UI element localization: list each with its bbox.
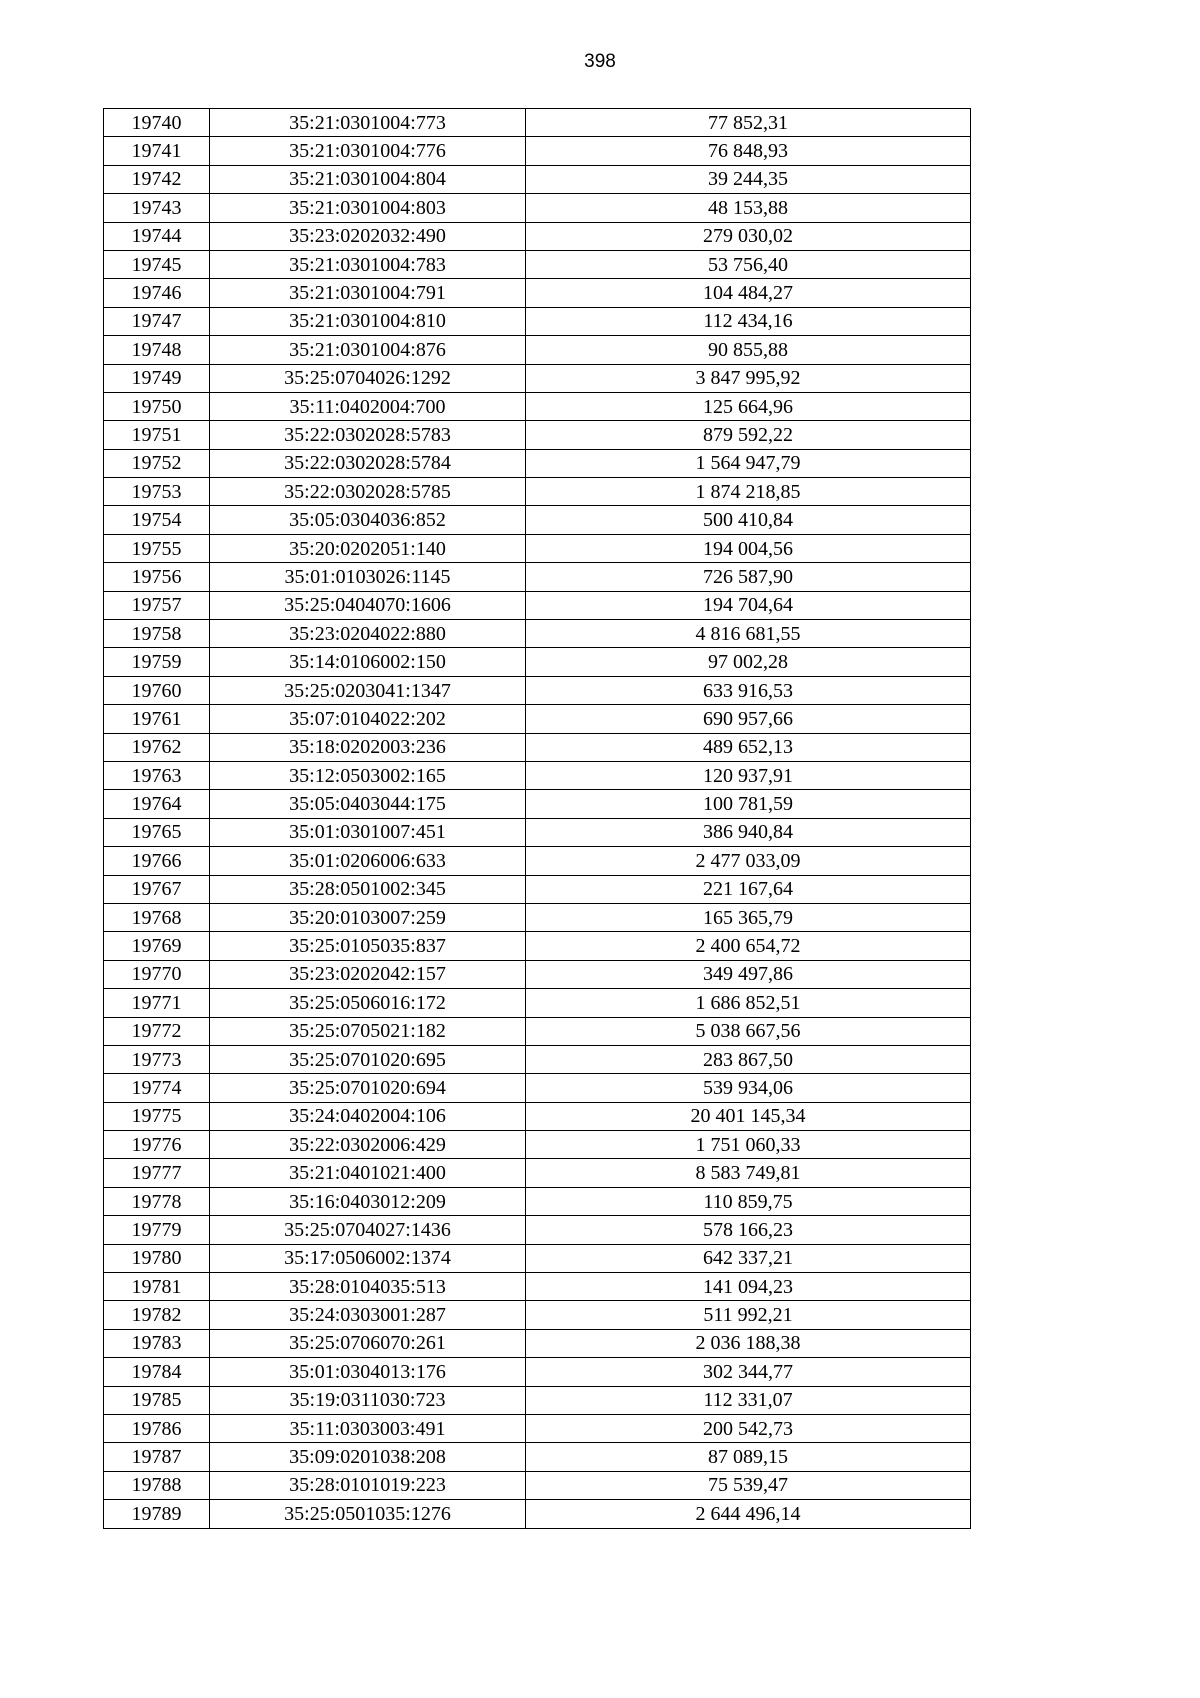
row-number-cell: 19761: [104, 705, 210, 733]
row-number-cell: 19750: [104, 392, 210, 420]
row-number-cell: 19785: [104, 1386, 210, 1414]
table-row: [104, 1187, 971, 1215]
cadastral-number-cell: 35:23:0202042:157: [210, 960, 526, 988]
cadastral-number-cell: 35:25:0705021:182: [210, 1017, 526, 1045]
table-row: [104, 761, 971, 789]
table-row: [104, 705, 971, 733]
table-row: [104, 534, 971, 562]
table-row: [104, 875, 971, 903]
cadastral-number-cell: 35:21:0301004:876: [210, 336, 526, 364]
value-cell: 194 004,56: [526, 534, 971, 562]
row-number-cell: 19743: [104, 194, 210, 222]
value-cell: 90 855,88: [526, 336, 971, 364]
row-number-cell: 19771: [104, 989, 210, 1017]
row-number-cell: 19779: [104, 1216, 210, 1244]
cadastral-number-cell: 35:11:0303003:491: [210, 1414, 526, 1442]
row-number-cell: 19747: [104, 307, 210, 335]
row-number-cell: 19758: [104, 620, 210, 648]
value-cell: 104 484,27: [526, 279, 971, 307]
cadastral-number-cell: 35:25:0203041:1347: [210, 676, 526, 704]
row-number-cell: 19768: [104, 903, 210, 931]
table-row: [104, 1329, 971, 1357]
value-cell: 112 434,16: [526, 307, 971, 335]
cadastral-number-cell: 35:12:0503002:165: [210, 761, 526, 789]
cadastral-number-cell: 35:01:0206006:633: [210, 847, 526, 875]
row-number-cell: 19777: [104, 1159, 210, 1187]
table-row: [104, 222, 971, 250]
table-row: [104, 250, 971, 278]
row-number-cell: 19766: [104, 847, 210, 875]
row-number-cell: 19763: [104, 761, 210, 789]
cadastral-number-cell: 35:20:0202051:140: [210, 534, 526, 562]
cadastral-number-cell: 35:21:0301004:810: [210, 307, 526, 335]
cadastral-number-cell: 35:01:0103026:1145: [210, 563, 526, 591]
cadastral-number-cell: 35:07:0104022:202: [210, 705, 526, 733]
cadastral-number-cell: 35:09:0201038:208: [210, 1443, 526, 1471]
value-cell: 578 166,23: [526, 1216, 971, 1244]
table-row: [104, 1017, 971, 1045]
table-row: [104, 1131, 971, 1159]
table-row: [104, 1273, 971, 1301]
value-cell: 112 331,07: [526, 1386, 971, 1414]
row-number-cell: 19765: [104, 818, 210, 846]
value-cell: 279 030,02: [526, 222, 971, 250]
cadastral-number-cell: 35:25:0706070:261: [210, 1329, 526, 1357]
value-cell: 75 539,47: [526, 1471, 971, 1499]
row-number-cell: 19782: [104, 1301, 210, 1329]
table-row: [104, 591, 971, 619]
row-number-cell: 19772: [104, 1017, 210, 1045]
value-cell: 2 036 188,38: [526, 1329, 971, 1357]
value-cell: 76 848,93: [526, 137, 971, 165]
row-number-cell: 19775: [104, 1102, 210, 1130]
value-cell: 194 704,64: [526, 591, 971, 619]
value-cell: 141 094,23: [526, 1273, 971, 1301]
value-cell: 1 874 218,85: [526, 478, 971, 506]
value-cell: 221 167,64: [526, 875, 971, 903]
row-number-cell: 19756: [104, 563, 210, 591]
table-row: [104, 137, 971, 165]
value-cell: 48 153,88: [526, 194, 971, 222]
cadastral-number-cell: 35:22:0302006:429: [210, 1131, 526, 1159]
value-cell: 39 244,35: [526, 165, 971, 193]
row-number-cell: 19752: [104, 449, 210, 477]
cadastral-number-cell: 35:28:0101019:223: [210, 1471, 526, 1499]
table-row: [104, 506, 971, 534]
row-number-cell: 19753: [104, 478, 210, 506]
table-row: [104, 194, 971, 222]
value-cell: 87 089,15: [526, 1443, 971, 1471]
cadastral-number-cell: 35:18:0202003:236: [210, 733, 526, 761]
row-number-cell: 19774: [104, 1074, 210, 1102]
cadastral-number-cell: 35:05:0403044:175: [210, 790, 526, 818]
table-row: [104, 1386, 971, 1414]
table-row: [104, 336, 971, 364]
row-number-cell: 19740: [104, 109, 210, 137]
cadastral-number-cell: 35:21:0301004:773: [210, 109, 526, 137]
value-cell: 1 564 947,79: [526, 449, 971, 477]
value-cell: 511 992,21: [526, 1301, 971, 1329]
cadastral-number-cell: 35:21:0301004:791: [210, 279, 526, 307]
table-row: [104, 903, 971, 931]
cadastral-number-cell: 35:21:0401021:400: [210, 1159, 526, 1187]
row-number-cell: 19759: [104, 648, 210, 676]
cadastral-number-cell: 35:25:0404070:1606: [210, 591, 526, 619]
row-number-cell: 19760: [104, 676, 210, 704]
row-number-cell: 19746: [104, 279, 210, 307]
table-row: [104, 392, 971, 420]
table-row: [104, 1074, 971, 1102]
table-row: [104, 1414, 971, 1442]
cadastral-number-cell: 35:22:0302028:5784: [210, 449, 526, 477]
row-number-cell: 19745: [104, 250, 210, 278]
table-row: [104, 960, 971, 988]
value-cell: 500 410,84: [526, 506, 971, 534]
table-row: [104, 449, 971, 477]
value-cell: 539 934,06: [526, 1074, 971, 1102]
row-number-cell: 19773: [104, 1045, 210, 1073]
table-body: [104, 109, 971, 1529]
page-number: 398: [584, 51, 616, 72]
cadastral-number-cell: 35:16:0403012:209: [210, 1187, 526, 1215]
row-number-cell: 19780: [104, 1244, 210, 1272]
value-cell: 302 344,77: [526, 1358, 971, 1386]
value-cell: 8 583 749,81: [526, 1159, 971, 1187]
table-row: [104, 1216, 971, 1244]
table-row: [104, 790, 971, 818]
table-row: [104, 989, 971, 1017]
table-row: [104, 307, 971, 335]
cadastral-number-cell: 35:19:0311030:723: [210, 1386, 526, 1414]
cadastral-number-cell: 35:01:0301007:451: [210, 818, 526, 846]
table-row: [104, 1443, 971, 1471]
row-number-cell: 19741: [104, 137, 210, 165]
cadastral-number-cell: 35:25:0501035:1276: [210, 1500, 526, 1528]
cadastral-number-cell: 35:14:0106002:150: [210, 648, 526, 676]
table-row: [104, 1159, 971, 1187]
table-row: [104, 1471, 971, 1499]
value-cell: 125 664,96: [526, 392, 971, 420]
table-row: [104, 1500, 971, 1528]
value-cell: 633 916,53: [526, 676, 971, 704]
cadastral-number-cell: 35:24:0402004:106: [210, 1102, 526, 1130]
row-number-cell: 19757: [104, 591, 210, 619]
value-cell: 283 867,50: [526, 1045, 971, 1073]
table-row: [104, 421, 971, 449]
value-cell: 1 751 060,33: [526, 1131, 971, 1159]
row-number-cell: 19783: [104, 1329, 210, 1357]
cadastral-number-cell: 35:28:0501002:345: [210, 875, 526, 903]
value-cell: 4 816 681,55: [526, 620, 971, 648]
row-number-cell: 19749: [104, 364, 210, 392]
value-cell: 77 852,31: [526, 109, 971, 137]
cadastral-number-cell: 35:05:0304036:852: [210, 506, 526, 534]
table-row: [104, 165, 971, 193]
cadastral-number-cell: 35:25:0506016:172: [210, 989, 526, 1017]
row-number-cell: 19786: [104, 1414, 210, 1442]
value-cell: 2 477 033,09: [526, 847, 971, 875]
value-cell: 489 652,13: [526, 733, 971, 761]
value-cell: 879 592,22: [526, 421, 971, 449]
cadastral-number-cell: 35:23:0202032:490: [210, 222, 526, 250]
table-row: [104, 364, 971, 392]
row-number-cell: 19789: [104, 1500, 210, 1528]
cadastral-number-cell: 35:22:0302028:5785: [210, 478, 526, 506]
value-cell: 349 497,86: [526, 960, 971, 988]
cadastral-number-cell: 35:25:0701020:694: [210, 1074, 526, 1102]
cadastral-number-cell: 35:21:0301004:783: [210, 250, 526, 278]
row-number-cell: 19755: [104, 534, 210, 562]
row-number-cell: 19767: [104, 875, 210, 903]
value-cell: 690 957,66: [526, 705, 971, 733]
table-row: [104, 818, 971, 846]
row-number-cell: 19754: [104, 506, 210, 534]
cadastral-number-cell: 35:21:0301004:804: [210, 165, 526, 193]
table-row: [104, 1301, 971, 1329]
value-cell: 386 940,84: [526, 818, 971, 846]
value-cell: 726 587,90: [526, 563, 971, 591]
row-number-cell: 19781: [104, 1273, 210, 1301]
value-cell: 3 847 995,92: [526, 364, 971, 392]
cadastral-number-cell: 35:20:0103007:259: [210, 903, 526, 931]
cadastral-number-cell: 35:25:0704026:1292: [210, 364, 526, 392]
table-row: [104, 847, 971, 875]
cadastral-number-cell: 35:01:0304013:176: [210, 1358, 526, 1386]
cadastral-number-cell: 35:25:0704027:1436: [210, 1216, 526, 1244]
table-row: [104, 733, 971, 761]
table-row: [104, 279, 971, 307]
row-number-cell: 19784: [104, 1358, 210, 1386]
cadastral-number-cell: 35:21:0301004:803: [210, 194, 526, 222]
row-number-cell: 19788: [104, 1471, 210, 1499]
cadastral-number-cell: 35:24:0303001:287: [210, 1301, 526, 1329]
row-number-cell: 19770: [104, 960, 210, 988]
value-cell: 120 937,91: [526, 761, 971, 789]
table-row: [104, 1244, 971, 1272]
value-cell: 20 401 145,34: [526, 1102, 971, 1130]
row-number-cell: 19744: [104, 222, 210, 250]
row-number-cell: 19787: [104, 1443, 210, 1471]
value-cell: 2 644 496,14: [526, 1500, 971, 1528]
value-cell: 642 337,21: [526, 1244, 971, 1272]
row-number-cell: 19776: [104, 1131, 210, 1159]
table-row: [104, 620, 971, 648]
row-number-cell: 19764: [104, 790, 210, 818]
cadastral-number-cell: 35:25:0105035:837: [210, 932, 526, 960]
value-cell: 2 400 654,72: [526, 932, 971, 960]
table-row: [104, 648, 971, 676]
table-row: [104, 932, 971, 960]
table-row: [104, 1358, 971, 1386]
value-cell: 97 002,28: [526, 648, 971, 676]
row-number-cell: 19751: [104, 421, 210, 449]
cadastral-number-cell: 35:25:0701020:695: [210, 1045, 526, 1073]
value-cell: 200 542,73: [526, 1414, 971, 1442]
row-number-cell: 19748: [104, 336, 210, 364]
row-number-cell: 19762: [104, 733, 210, 761]
table-row: [104, 478, 971, 506]
table-row: [104, 1102, 971, 1130]
value-cell: 110 859,75: [526, 1187, 971, 1215]
value-cell: 1 686 852,51: [526, 989, 971, 1017]
table-row: [104, 563, 971, 591]
value-cell: 165 365,79: [526, 903, 971, 931]
table-row: [104, 676, 971, 704]
row-number-cell: 19769: [104, 932, 210, 960]
cadastral-number-cell: 35:28:0104035:513: [210, 1273, 526, 1301]
cadastral-number-cell: 35:11:0402004:700: [210, 392, 526, 420]
row-number-cell: 19742: [104, 165, 210, 193]
table-row: [104, 109, 971, 137]
value-cell: 53 756,40: [526, 250, 971, 278]
cadastral-value-table: [103, 108, 971, 1529]
cadastral-number-cell: 35:22:0302028:5783: [210, 421, 526, 449]
row-number-cell: 19778: [104, 1187, 210, 1215]
cadastral-number-cell: 35:23:0204022:880: [210, 620, 526, 648]
cadastral-number-cell: 35:17:0506002:1374: [210, 1244, 526, 1272]
table-row: [104, 1045, 971, 1073]
value-cell: 100 781,59: [526, 790, 971, 818]
value-cell: 5 038 667,56: [526, 1017, 971, 1045]
cadastral-number-cell: 35:21:0301004:776: [210, 137, 526, 165]
